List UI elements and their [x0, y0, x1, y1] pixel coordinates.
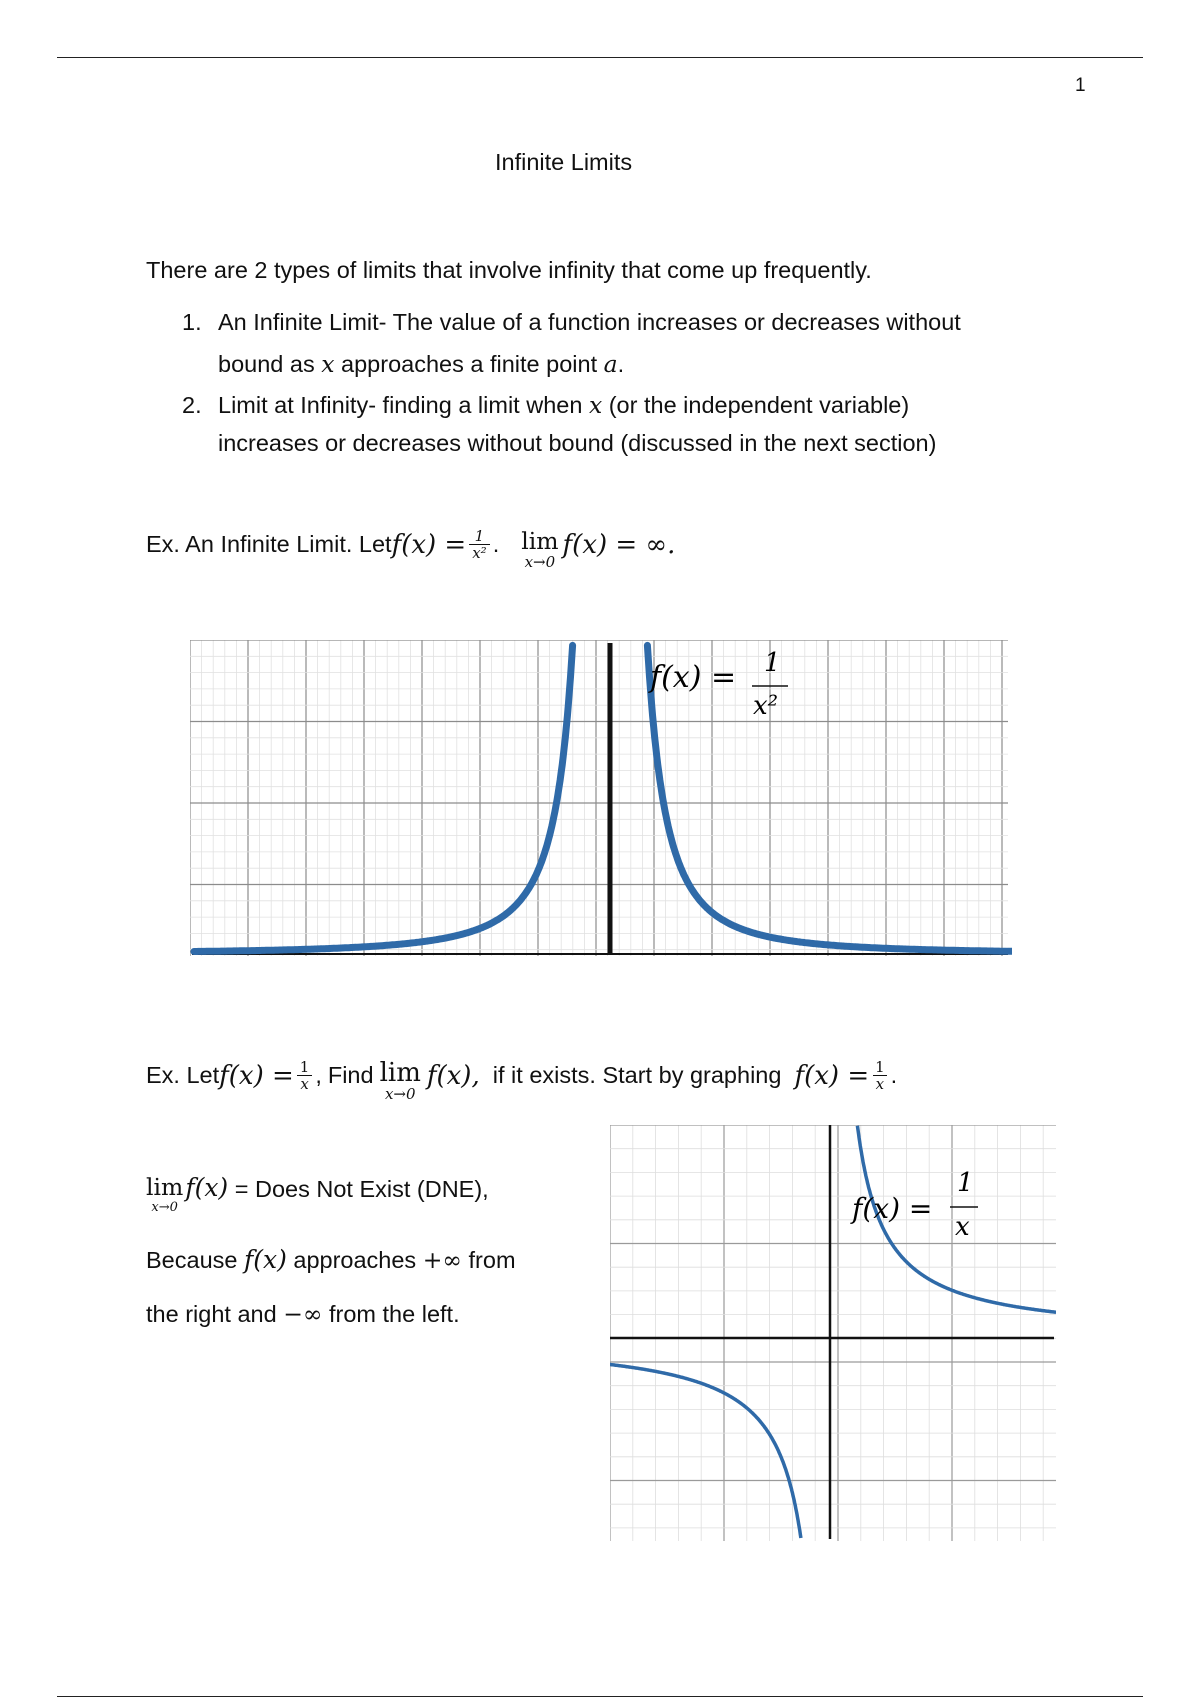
graph-label-fx: f(x) =: [852, 1192, 933, 1225]
graph-label-numerator: 1: [957, 1168, 974, 1198]
curve-left-branch: [194, 645, 573, 951]
fraction: $\frac{1}{x}$: [872, 1060, 888, 1092]
list-item-1: [182, 311, 202, 335]
curve-left-branch: [610, 1364, 801, 1538]
example1-line: Ex. An Infinite Limit. Let f(x) = $\frac{1}{\text{x²}}$ . lim x→0 f(x) = ∞.: [146, 526, 676, 571]
limit-notation: lim x→0: [146, 1173, 184, 1215]
explanation-line2: Because f(x) approaches +∞ from: [146, 1245, 516, 1274]
graph-label-fx: f(x) =: [650, 660, 737, 695]
list-number: 2.: [182, 392, 202, 418]
graph-label-numerator: 1: [764, 648, 781, 678]
limit-notation: lim x→0: [379, 1058, 421, 1103]
explanation-line3: the right and −∞ from the left.: [146, 1300, 460, 1328]
list-item-1-line2: bound as x approaches a finite point a.: [218, 350, 625, 378]
footer-rule: [57, 1696, 1143, 1697]
graph-label-denominator: x²: [753, 691, 779, 721]
example2-line: Ex. Let f(x) = $\frac{1}{x}$ , Find lim x→0 f(x), if it exists. Start by graphing f(x) = $\frac{1}{x}$ .: [146, 1058, 898, 1103]
list-item-1-line1: An Infinite Limit- The value of a function increases or decreases without: [218, 309, 961, 335]
intro-text: There are 2 types of limits that involve infinity that come up frequently.: [146, 257, 872, 283]
page-number: 1: [1075, 75, 1086, 96]
graph-grid: [190, 640, 1008, 956]
fraction: $\frac{1}{x}$: [297, 1060, 313, 1092]
graph-reciprocal: [610, 1125, 1056, 1541]
list-item-2-line1: Limit at Infinity- finding a limit when x (or the independent variable): [218, 391, 910, 419]
header-rule: [57, 57, 1143, 58]
list-number: 1.: [182, 309, 202, 335]
graph-label-denominator: x: [955, 1212, 970, 1242]
graph-grid: [610, 1125, 1056, 1541]
limit-notation: lim x→0: [521, 527, 559, 571]
list-item-2: [182, 394, 202, 418]
explanation-line1: lim x→0 f(x) = Does Not Exist (DNE),: [146, 1173, 489, 1215]
list-item-2-line2: increases or decreases without bound (discussed in the next section): [218, 430, 937, 456]
fraction: $\frac{1}{\text{x²}}$: [469, 529, 489, 561]
graph-inverse-square: [190, 640, 1012, 962]
page-title: Infinite Limits: [495, 149, 633, 175]
